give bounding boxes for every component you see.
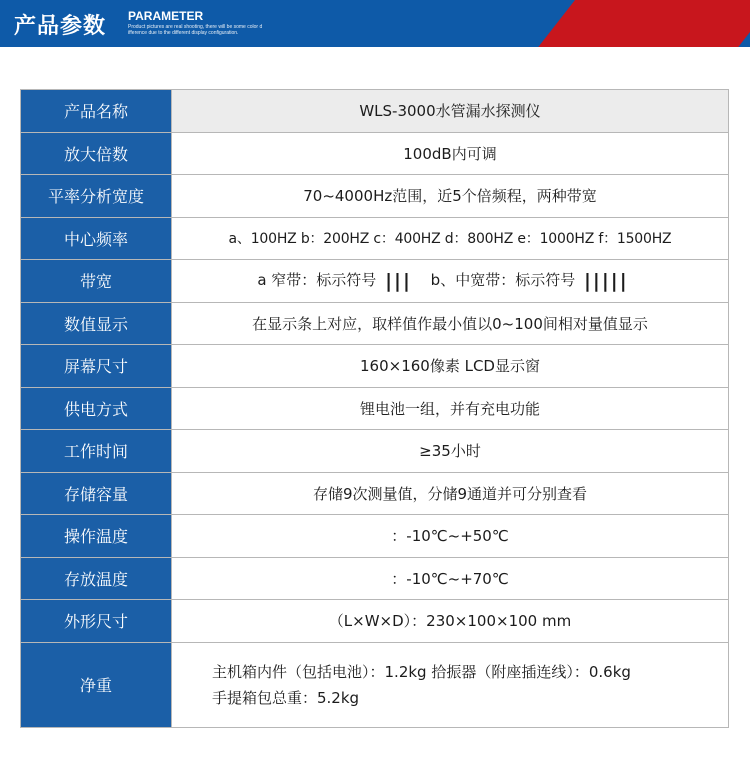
spec-row-dimensions	[21, 600, 729, 643]
spec-label: 屏幕尺寸	[21, 345, 172, 388]
spec-label: 放大倍数	[21, 132, 172, 175]
bandwidth-b-bars-icon: |||||	[583, 270, 629, 293]
page-title: 产品参数	[14, 14, 107, 39]
spec-label: 工作时间	[21, 430, 172, 473]
spec-value: （L×W×D）：230×100×100 mm	[172, 600, 729, 643]
spec-label: 中心频率	[21, 217, 172, 260]
bandwidth-a-bars-icon: |||	[385, 270, 412, 293]
spec-value: ≥35小时	[172, 430, 729, 473]
spec-label: 外形尺寸	[21, 600, 172, 643]
spec-value: 70~4000Hz范围，近5个倍频程，两种带宽	[172, 175, 729, 218]
spec-row-center-frequency	[21, 217, 729, 260]
banner-note-line-2: ifference due to the different display configuration.	[128, 30, 239, 36]
page-subtitle: PARAMETER	[128, 9, 204, 23]
net-weight-line-1: 主机箱内件（包括电池）：1.2kg 拾振器（附座插连线）：0.6kg	[212, 662, 631, 681]
spec-label: 供电方式	[21, 387, 172, 430]
spec-label: 产品名称	[21, 90, 172, 133]
banner-red-accent	[538, 0, 750, 47]
spec-label: 净重	[21, 642, 172, 727]
spec-row-storage-temp	[21, 557, 729, 600]
spec-label: 存储容量	[21, 472, 172, 515]
spec-value: a、100HZ b：200HZ c：400HZ d：800HZ e：1000HZ f：1500HZ	[172, 217, 729, 260]
spec-label: 带宽	[21, 260, 172, 303]
spec-row-operating-temp	[21, 515, 729, 558]
spec-value	[172, 642, 729, 727]
spec-label: 数值显示	[21, 302, 172, 345]
spec-row-value-display	[21, 302, 729, 345]
spec-label: 平率分析宽度	[21, 175, 172, 218]
net-weight-line-2: 手提箱包总重：5.2kg	[212, 688, 360, 707]
spec-value: 锂电池一组，并有充电功能	[172, 387, 729, 430]
spec-row-screen-size	[21, 345, 729, 388]
spec-table	[20, 89, 729, 728]
spec-row-frequency-width	[21, 175, 729, 218]
spec-row-working-time	[21, 430, 729, 473]
banner-note-line-1: Product pictures are real shooting, there will be some color d	[128, 24, 263, 30]
spec-value: ：-10℃~+50℃	[172, 515, 729, 558]
spec-value: ：-10℃~+70℃	[172, 557, 729, 600]
spec-row-product-name	[21, 90, 729, 133]
bandwidth-b-text: b、中宽带：标示符号	[430, 271, 576, 290]
spec-row-bandwidth	[21, 260, 729, 303]
spec-value: 在显示条上对应，取样值作最小值以0~100间相对量值显示	[172, 302, 729, 345]
spec-label: 存放温度	[21, 557, 172, 600]
spec-value: WLS-3000水管漏水探测仪	[172, 90, 729, 133]
spec-row-amplification	[21, 132, 729, 175]
spec-value: 160×160像素 LCD显示窗	[172, 345, 729, 388]
header-banner	[0, 0, 750, 47]
spec-row-net-weight	[21, 642, 729, 727]
spec-row-power-supply	[21, 387, 729, 430]
spec-value	[172, 260, 729, 303]
banner-note	[128, 24, 308, 36]
spec-row-storage-capacity	[21, 472, 729, 515]
spec-value: 100dB内可调	[172, 132, 729, 175]
spec-label: 操作温度	[21, 515, 172, 558]
bandwidth-a-text: a 窄带：标示符号	[257, 271, 377, 290]
spec-value: 存储9次测量值，分储9通道并可分别查看	[172, 472, 729, 515]
